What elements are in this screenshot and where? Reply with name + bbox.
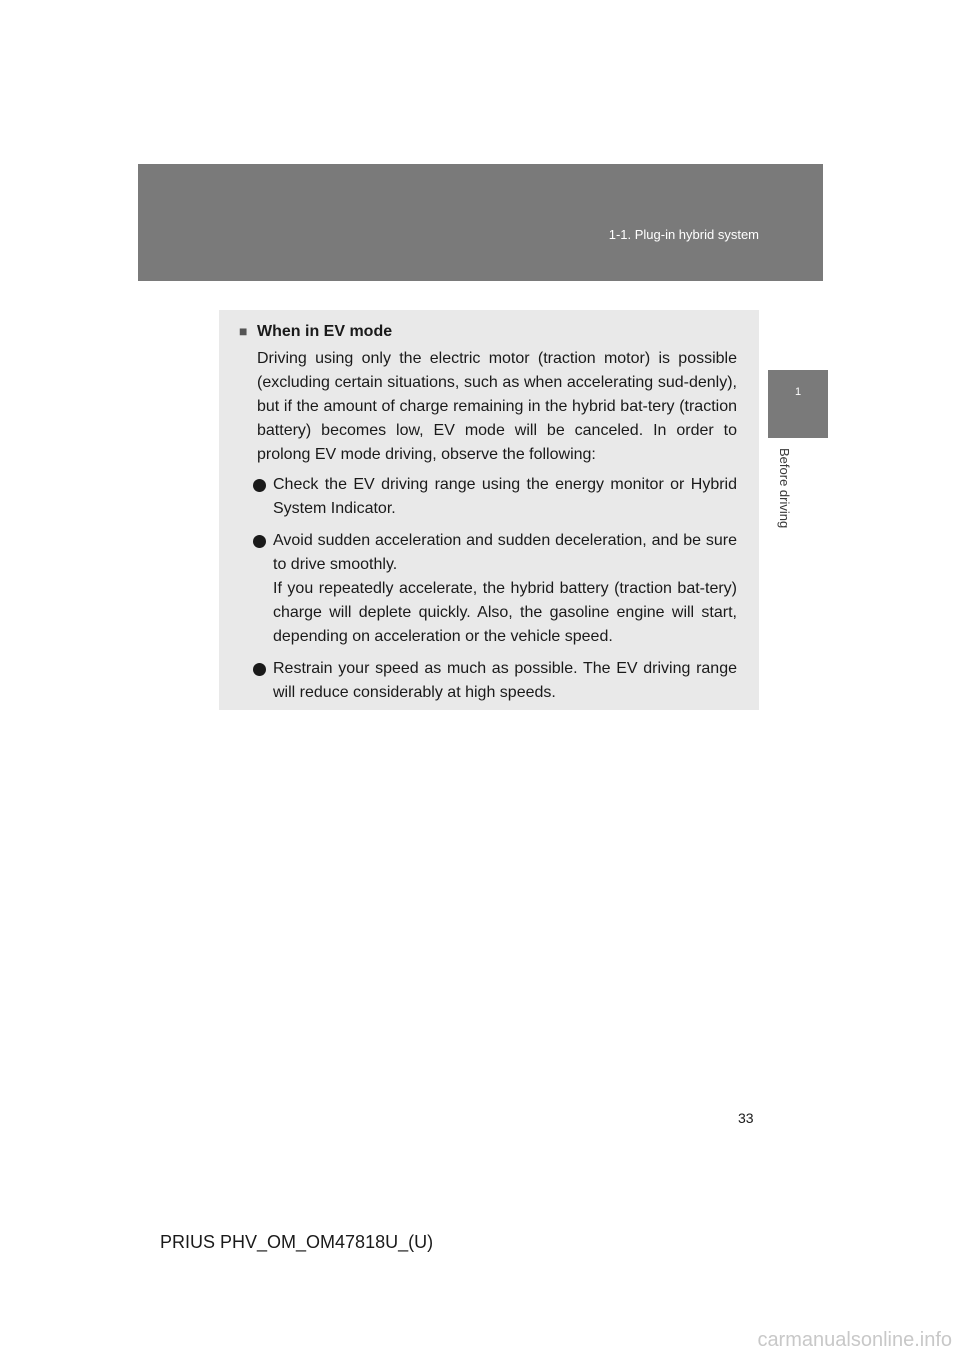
heading-text: When in EV mode (257, 323, 393, 340)
page-number: 33 (738, 1110, 754, 1126)
bullet-note: If you repeatedly accelerate, the hybrid battery (traction bat-tery) charge will deplete quickly. Also, the gasoline engine will start, depending on acceleration or the vehicle speed. (273, 580, 737, 645)
bullet-list (239, 473, 737, 705)
info-box (219, 310, 759, 710)
intro-paragraph: Driving using only the electric motor (traction motor) is possible (excluding certain situations, such as when accelerating sud-denly), but if the amount of charge remaining in the hybrid bat-tery (traction battery) becomes low, EV mode will be canceled. In order to prolong EV mode driving, observe the following: (257, 350, 737, 463)
section-heading (239, 320, 737, 343)
watermark: carmanualsonline.info (757, 1329, 952, 1351)
chapter-number: 1 (794, 386, 802, 398)
bullet-dot-icon (253, 535, 266, 548)
chapter-title: Before driving (777, 448, 792, 529)
chapter-tab (768, 370, 828, 438)
bullet-text: Avoid sudden acceleration and sudden deceleration, and be sure to drive smoothly. (273, 532, 737, 573)
bullet-dot-icon (253, 479, 266, 492)
square-bullet-icon: ■ (239, 323, 248, 339)
section-title: 1-1. Plug-in hybrid system (608, 227, 759, 242)
bullet-text: Restrain your speed as much as possible. The EV driving range will reduce considerably at high speeds. (273, 660, 737, 701)
list-item (239, 473, 737, 521)
bullet-dot-icon (253, 663, 266, 676)
header-band (138, 164, 823, 281)
bullet-text: Check the EV driving range using the energy monitor or Hybrid System Indicator. (273, 476, 737, 517)
list-item (239, 657, 737, 705)
list-item (239, 529, 737, 649)
document-code: PRIUS PHV_OM_OM47818U_(U) (160, 1232, 434, 1252)
